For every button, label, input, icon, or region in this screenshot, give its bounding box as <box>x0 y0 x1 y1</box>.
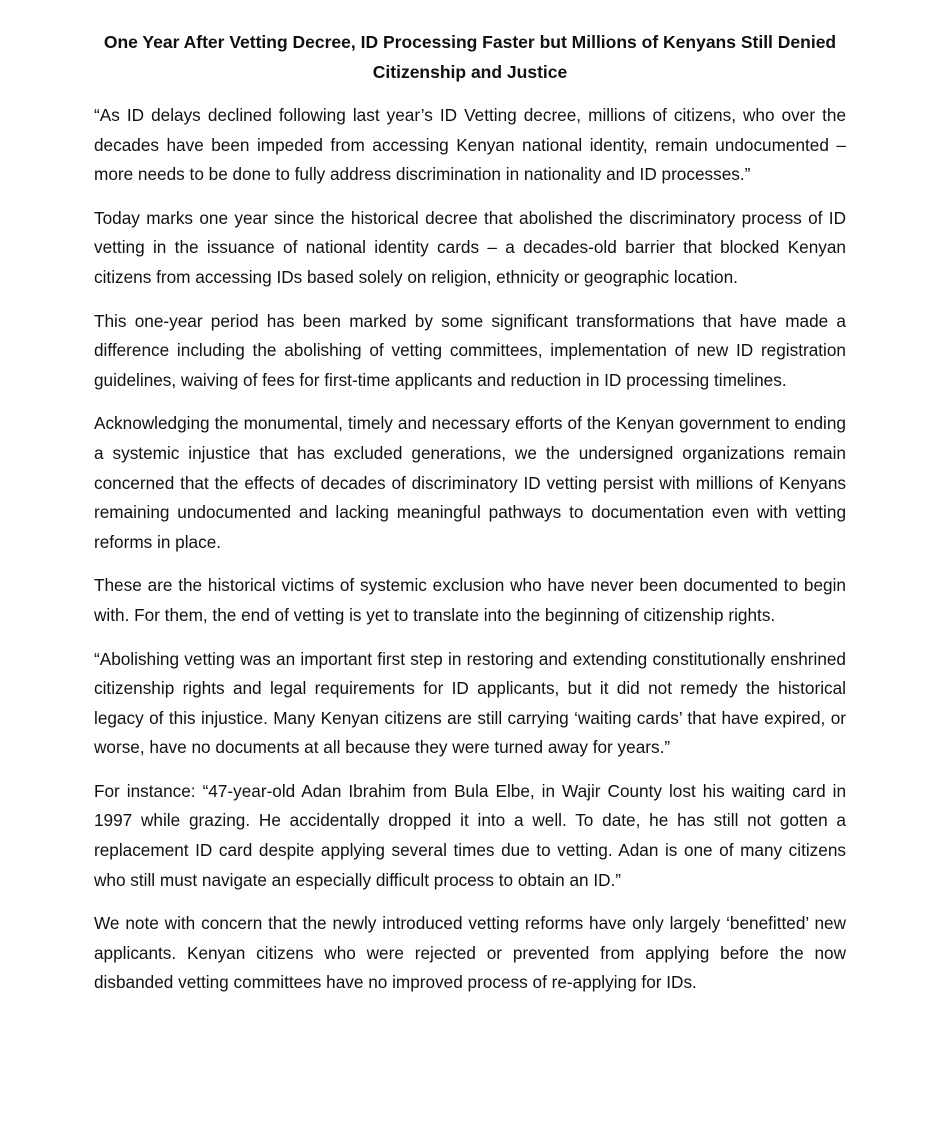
paragraph-historical-victims: These are the historical victims of systemic exclusion who have never been documented to begin with. For them, the end of vetting is yet to translate into the beginning of citizenship rights. <box>94 575 846 625</box>
paragraph-transformations: This one-year period has been marked by some significant transformations that have made a difference including the abolishing of vetting committees, implementation of new ID registration guidelines, waiving of fees for first-time applicants and reduction in ID processing timelines. <box>94 310 846 390</box>
paragraph-abolishing-vetting-quote: “Abolishing vetting was an important first step in restoring and extending constitutionally enshrined citizenship rights and legal requirements for ID applicants, but it did not remedy the historical legacy of this injustice. Many Kenyan citizens are still carrying ‘waiting cards’ that have expired, or worse, have no documents at all because they were turned away for years.” <box>94 648 846 758</box>
paragraph-example-case: For instance: “47-year-old Adan Ibrahim from Bula Elbe, in Wajir County lost his waiting card in 1997 while grazing. He accidentally dropped it into a well. To date, he has still not gotten a replacement ID card despite applying several times due to vetting. Adan is one of many citizens who still must navigate an especially difficult process to obtain an ID.” <box>94 780 846 890</box>
paragraph-anniversary: Today marks one year since the historical decree that abolished the discriminatory process of ID vetting in the issuance of national identity cards – a decades-old barrier that blocked Kenyan citizens from accessing IDs based solely on religion, ethnicity or geographic location. <box>94 207 846 287</box>
document-page <box>94 27 846 1012</box>
paragraph-quote-intro: “As ID delays declined following last year’s ID Vetting decree, millions of citizens, who over the decades have been impeded from accessing Kenyan national identity, remain undocumented – more needs to be done to fully address discrimination in nationality and ID processes.” <box>94 105 846 185</box>
paragraph-reforms-concern: We note with concern that the newly introduced vetting reforms have only largely ‘benefitted’ new applicants. Kenyan citizens who were rejected or prevented from applying before the now disbanded vetting committees have no improved process of re-applying for IDs. <box>94 913 846 993</box>
paragraph-concerns: Acknowledging the monumental, timely and necessary efforts of the Kenyan government to ending a systemic injustice that has excluded generations, we the undersigned organizations remain concerned that the effects of decades of discriminatory ID vetting persist with millions of Kenyans remaining undocumented and lacking meaningful pathways to documentation even with vetting reforms in place. <box>94 413 846 552</box>
document-title: One Year After Vetting Decree, ID Processing Faster but Millions of Kenyans Still Denied Citizenship and Justice <box>103 32 837 82</box>
